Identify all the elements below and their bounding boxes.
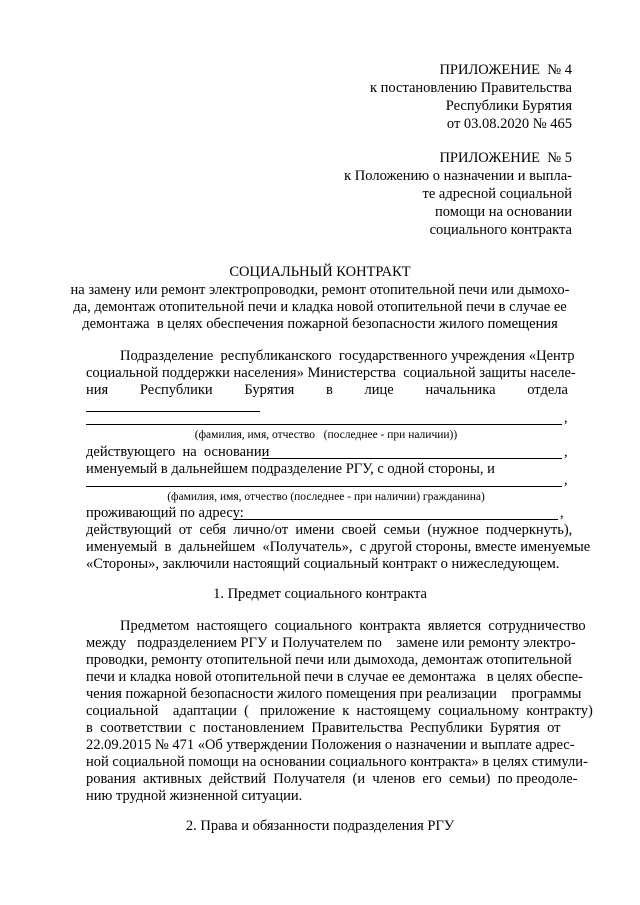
intro-line: социальной поддержки населения» Министерства социальной защиты населе- [86,365,576,381]
contract-subtitle-line: на замену или ремонт электропроводки, ремонт отопительной печи или дымохо- [70,282,570,298]
appendix5-title: ПРИЛОЖЕНИЕ № 5 [439,150,572,166]
acting-basis-label: действующего на основании [86,444,270,460]
department-head-blank [86,411,260,412]
intro-word: отдела [527,382,568,398]
appendix5-line: социального контракта [429,222,572,238]
intro-word: начальника [425,382,496,398]
intro-word: лице [364,382,394,398]
comma: , [564,472,568,488]
address-blank [234,519,558,520]
appendix4-title: ПРИЛОЖЕНИЕ № 4 [439,62,572,78]
section2-heading: 2. Права и обязанности подразделения РГУ [185,818,455,834]
comma: , [564,444,568,460]
section1-line: 22.09.2015 № 471 «Об утверждении Положения о назначении и выплате адрес- [86,737,575,753]
appendix4-line: к постановлению Правительства [370,80,572,96]
named-line: именуемый в дальнейшем подразделение РГУ, с одной стороны, и [86,461,495,477]
fullname-hint: (фамилия, имя, отчество (последнее - при наличии)) [194,429,458,441]
comma: , [564,410,568,426]
contract-subtitle-line: демонтажа в целях обеспечения пожарной безопасности жилого помещения [82,316,558,332]
section1-line: между подразделением РГУ и Получателем по замене или ремонту электро- [86,635,576,651]
citizen-name-blank [86,486,562,487]
section1-line: Предметом настоящего социального контракта является сотрудничество [120,618,586,634]
section1-line: чения пожарной безопасности жилого помещения при реализации программы [86,686,582,702]
section1-line: печи и кладка новой отопительной печи в случае ее демонтажа в целях обеспе- [86,669,583,685]
residing-label: проживающий по адресу: [86,505,244,521]
contract-title: СОЦИАЛЬНЫЙ КОНТРАКТ [229,264,411,280]
parties-line: «Стороны», заключили настоящий социальный контракт о нижеследующем. [86,556,560,572]
section1-line: проводки, ремонту отопительной печи или дымохода, демонтаж отопительной [86,652,572,668]
intro-word: ния [86,382,109,398]
intro-word: Республики [139,382,213,398]
section1-line: нию трудной жизненной ситуации. [86,788,303,804]
appendix5-line: к Положению о назначении и выпла- [344,168,572,184]
contract-subtitle-line: да, демонтаж отопительной печи и кладка новой отопительной печи в случае ее [73,299,567,315]
appendix5-line: те адресной социальной [422,186,572,202]
fullname-blank [86,424,562,425]
appendix5-line: помощи на основании [435,204,572,220]
section1-line: рования активных действий Получателя (и членов его семьи) по преодоле- [86,771,578,787]
citizen-name-hint: (фамилия, имя, отчество (последнее - при наличии) гражданина) [167,491,485,503]
intro-line: Подразделение республиканского государственного учреждения «Центр [120,348,575,364]
section1-heading: 1. Предмет социального контракта [213,586,427,602]
acting-self-line: действующий от себя лично/от имени своей семьи (нужное подчеркнуть), [86,522,573,538]
named-recipient-line: именуемый в дальнейшем «Получатель», с другой стороны, вместе именуемые [86,539,591,555]
appendix4-line: Республики Бурятия [445,98,572,114]
appendix4-line: от 03.08.2020 № 465 [446,116,572,132]
intro-word: Бурятия [244,382,295,398]
section1-line: социальной адаптации ( приложение к настоящему социальному контракту) [86,703,593,719]
section1-line: ной социальной помощи на основании социального контракта» в целях стимули- [86,754,588,770]
intro-line-justified [86,382,568,399]
comma: , [560,505,564,521]
acting-basis-blank [262,458,562,459]
section1-line: в соответствии с постановлением Правительства Республики Бурятия от [86,720,561,736]
intro-word: в [325,382,333,398]
